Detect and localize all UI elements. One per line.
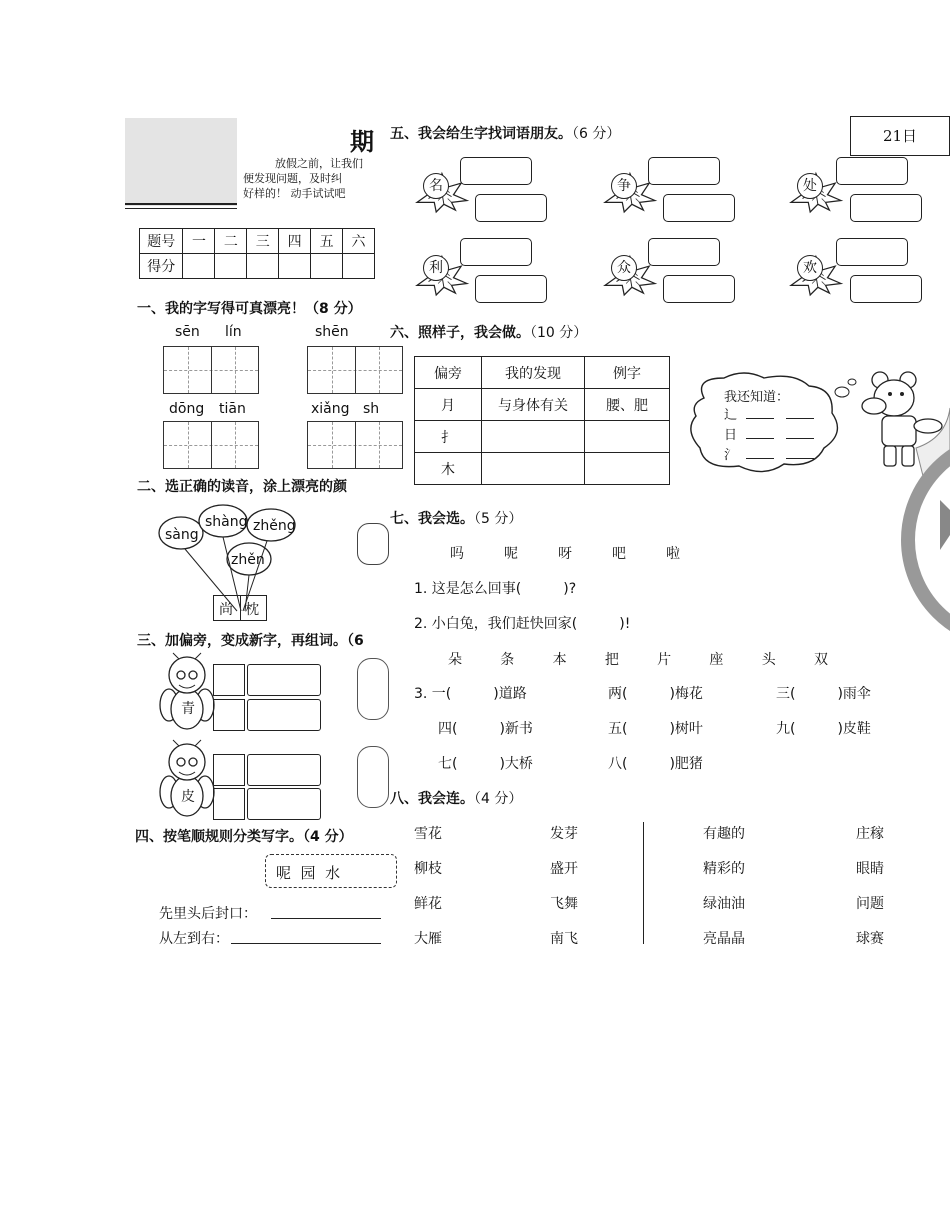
section-8-title bbox=[390, 788, 522, 808]
section-7-score: （5 分） bbox=[474, 511, 523, 527]
word-box[interactable] bbox=[850, 275, 922, 303]
bee-edge bbox=[357, 658, 389, 720]
section-5-score: （6 分） bbox=[572, 126, 621, 142]
cropped-column bbox=[703, 820, 745, 950]
score-cell[interactable] bbox=[215, 254, 247, 279]
section-6-title-text: 六、照样子，我会做。 bbox=[390, 325, 530, 341]
option-word: 本 bbox=[552, 652, 567, 668]
bee-character-illustration bbox=[157, 740, 217, 822]
word-box[interactable] bbox=[836, 157, 908, 185]
answer-line[interactable] bbox=[231, 943, 381, 944]
leaf-char: 欢 bbox=[797, 255, 823, 281]
word-box[interactable] bbox=[247, 754, 321, 786]
match-word[interactable]: 球赛 bbox=[856, 931, 884, 947]
char-frame bbox=[265, 854, 397, 888]
intro-text bbox=[243, 156, 363, 201]
table-cell: 与身体有关 bbox=[482, 389, 585, 421]
section-6-title bbox=[390, 322, 587, 342]
decorative-stamp-edge bbox=[900, 440, 950, 640]
option-word: 把 bbox=[604, 652, 619, 668]
match-word[interactable]: 盛开 bbox=[550, 861, 578, 877]
fill-blank[interactable]: 七( )大桥 bbox=[438, 756, 533, 772]
order-line-label: 从左到右： bbox=[159, 931, 229, 947]
leaf-char: 处 bbox=[797, 173, 823, 199]
answer-line[interactable] bbox=[786, 458, 814, 459]
score-cell[interactable] bbox=[311, 254, 343, 279]
radical-table bbox=[414, 356, 670, 485]
fill-blank[interactable]: 3. 一( )道路 bbox=[414, 686, 527, 702]
pinyin: sh bbox=[363, 401, 380, 417]
word-box[interactable] bbox=[247, 664, 321, 696]
fill-blank[interactable]: 四( )新书 bbox=[438, 721, 533, 737]
section-2-title: 二、选正确的读音，涂上漂亮的颜 bbox=[137, 479, 347, 495]
pinyin: xiǎng bbox=[311, 401, 350, 417]
word-box[interactable] bbox=[475, 194, 547, 222]
word-box[interactable] bbox=[460, 157, 532, 185]
table-header: 偏旁 bbox=[415, 357, 482, 389]
match-word[interactable]: 庄稼 bbox=[856, 826, 884, 842]
left-page-strip bbox=[125, 118, 380, 948]
option-word: 片 bbox=[657, 652, 672, 668]
column-divider bbox=[643, 822, 644, 944]
section-5-title bbox=[390, 123, 620, 143]
word-box[interactable] bbox=[836, 238, 908, 266]
writing-grid[interactable] bbox=[163, 346, 259, 394]
word-box[interactable] bbox=[850, 194, 922, 222]
section-4-title: 四、按笔顺规则分类写字。（4 分） bbox=[135, 829, 353, 845]
word-box[interactable] bbox=[247, 699, 321, 731]
table-cell: 月 bbox=[415, 389, 482, 421]
pinyin: shēn bbox=[315, 324, 349, 340]
answer-line[interactable] bbox=[786, 418, 814, 419]
bubble-item: 氵 bbox=[724, 448, 738, 463]
match-word[interactable]: 眼睛 bbox=[856, 861, 884, 877]
match-word[interactable]: 问题 bbox=[856, 896, 884, 912]
option-word: 头 bbox=[761, 652, 776, 668]
writing-grid[interactable] bbox=[163, 421, 259, 469]
match-word[interactable]: 飞舞 bbox=[550, 896, 578, 912]
order-line-label: 先里头后封口： bbox=[159, 906, 257, 922]
section-3-title: 三、加偏旁，变成新字，再组词。（6 bbox=[137, 633, 364, 649]
leaf-char: 争 bbox=[611, 173, 637, 199]
answer-line[interactable] bbox=[786, 438, 814, 439]
answer-cell[interactable] bbox=[482, 453, 585, 485]
intro-line-1: 放假之前，让我们 bbox=[275, 157, 363, 170]
radical-box[interactable] bbox=[213, 788, 245, 820]
fill-blank[interactable]: 八( )肥猪 bbox=[608, 756, 703, 772]
score-cell[interactable] bbox=[279, 254, 311, 279]
answer-line[interactable] bbox=[746, 438, 774, 439]
bee-character-illustration bbox=[157, 653, 217, 735]
score-table-col: 二 bbox=[215, 229, 247, 254]
char-box bbox=[213, 595, 267, 621]
section-5-title-text: 五、我会给生字找词语朋友。 bbox=[390, 126, 572, 142]
word-box[interactable] bbox=[648, 157, 720, 185]
section-8-score: （4 分） bbox=[474, 791, 523, 807]
score-table-label: 得分 bbox=[140, 254, 183, 279]
section-6-score: （10 分） bbox=[530, 325, 588, 341]
intro-line-2: 便发现问题，及时纠 bbox=[243, 172, 342, 185]
leaf-char: 众 bbox=[611, 255, 637, 281]
pinyin: lín bbox=[225, 324, 242, 340]
table-header: 我的发现 bbox=[482, 357, 585, 389]
question-1[interactable]: 1. 这是怎么回事( )? bbox=[414, 581, 577, 597]
match-word[interactable]: 雪花 bbox=[414, 826, 442, 842]
question-2[interactable]: 2. 小白兔，我们赶快回家( )! bbox=[414, 616, 631, 632]
option-word: 吗 bbox=[450, 546, 464, 562]
fill-blank[interactable]: 三( )雨伞 bbox=[776, 686, 871, 702]
score-table-col: 五 bbox=[311, 229, 343, 254]
option-word: 座 bbox=[709, 652, 724, 668]
pinyin: dōng bbox=[169, 401, 205, 417]
match-word[interactable]: 有趣的 bbox=[703, 826, 745, 842]
score-table-col: 一 bbox=[183, 229, 215, 254]
bee-edge bbox=[357, 746, 389, 808]
section-8-title-text: 八、我会连。 bbox=[390, 791, 474, 807]
option-word: 条 bbox=[500, 652, 515, 668]
score-table-col: 六 bbox=[343, 229, 375, 254]
table-cell: 木 bbox=[415, 453, 482, 485]
bee-char: 青 bbox=[181, 701, 195, 717]
word-options bbox=[450, 543, 680, 563]
leaf-char: 名 bbox=[423, 173, 449, 199]
match-word[interactable]: 精彩的 bbox=[703, 861, 745, 877]
char: 枕 bbox=[245, 602, 259, 618]
word-box[interactable] bbox=[475, 275, 547, 303]
option-word: 啦 bbox=[666, 546, 680, 562]
table-header: 例字 bbox=[585, 357, 670, 389]
answer-line[interactable] bbox=[746, 458, 774, 459]
cloud-pinyin: zhěn bbox=[231, 552, 265, 568]
writing-grid[interactable] bbox=[307, 346, 403, 394]
cloud-edge bbox=[357, 523, 389, 565]
match-word[interactable]: 亮晶晶 bbox=[703, 931, 745, 947]
score-cell[interactable] bbox=[183, 254, 215, 279]
option-word: 呢 bbox=[504, 546, 518, 562]
fill-blank[interactable]: 两( )梅花 bbox=[608, 686, 703, 702]
word-box[interactable] bbox=[663, 194, 735, 222]
score-cell[interactable] bbox=[247, 254, 279, 279]
word-box[interactable] bbox=[648, 238, 720, 266]
cloud-pinyin[interactable]: zhěng bbox=[253, 518, 296, 534]
section-7-title-text: 七、我会选。 bbox=[390, 511, 474, 527]
measure-word-options bbox=[448, 649, 828, 669]
bee-char: 皮 bbox=[181, 789, 195, 805]
intro-line-3: 好样的！ 动手试试吧 bbox=[243, 187, 346, 200]
bubble-item: 日 bbox=[724, 428, 738, 443]
answer-cell[interactable] bbox=[482, 421, 585, 453]
writing-grid[interactable] bbox=[307, 421, 403, 469]
option-word: 双 bbox=[813, 652, 828, 668]
score-table-col: 三 bbox=[247, 229, 279, 254]
radical-box[interactable] bbox=[213, 664, 245, 696]
radical-box[interactable] bbox=[213, 754, 245, 786]
option-word: 朵 bbox=[448, 652, 462, 668]
section-7-title bbox=[390, 508, 522, 528]
option-word: 吧 bbox=[612, 546, 626, 562]
divider bbox=[125, 208, 237, 209]
radical-box[interactable] bbox=[213, 699, 245, 731]
match-word[interactable]: 发芽 bbox=[550, 826, 578, 842]
match-word[interactable]: 绿油油 bbox=[703, 896, 745, 912]
bubble-item: 辶 bbox=[724, 408, 738, 423]
score-table-label: 题号 bbox=[140, 229, 183, 254]
page-title-char: 期 bbox=[350, 127, 374, 156]
table-cell: 扌 bbox=[415, 421, 482, 453]
bubble-title: 我还知道： bbox=[724, 390, 790, 405]
pinyin: tiān bbox=[219, 401, 246, 417]
pinyin: sēn bbox=[175, 324, 200, 340]
char: 尚 bbox=[219, 602, 233, 618]
grey-header-area bbox=[125, 118, 237, 206]
match-word[interactable]: 鲜花 bbox=[414, 896, 442, 912]
match-word[interactable]: 大雁 bbox=[414, 931, 442, 947]
score-table bbox=[139, 228, 375, 279]
answer-cell[interactable] bbox=[585, 453, 670, 485]
date-box: 21日 bbox=[850, 116, 950, 156]
word-box[interactable] bbox=[460, 238, 532, 266]
leaf-char: 利 bbox=[423, 255, 449, 281]
option-word: 呀 bbox=[558, 546, 572, 562]
divider bbox=[125, 203, 237, 205]
cloud-pinyin[interactable]: sàng bbox=[165, 527, 199, 543]
answer-line[interactable] bbox=[271, 918, 381, 919]
fill-blank[interactable]: 九( )皮鞋 bbox=[776, 721, 871, 737]
score-table-col: 四 bbox=[279, 229, 311, 254]
stroke-order-chars: 呢 园 水 bbox=[276, 864, 341, 882]
score-cell[interactable] bbox=[343, 254, 375, 279]
answer-line[interactable] bbox=[746, 418, 774, 419]
match-word[interactable]: 南飞 bbox=[550, 931, 578, 947]
match-word[interactable]: 柳枝 bbox=[414, 861, 442, 877]
answer-cell[interactable] bbox=[585, 421, 670, 453]
word-box[interactable] bbox=[663, 275, 735, 303]
section-1-title: 一、我的字写得可真漂亮！（8 分） bbox=[137, 301, 362, 317]
table-cell: 腰、肥 bbox=[585, 389, 670, 421]
fill-blank[interactable]: 五( )树叶 bbox=[608, 721, 703, 737]
word-box[interactable] bbox=[247, 788, 321, 820]
cloud-pinyin[interactable]: shàng bbox=[205, 514, 248, 530]
